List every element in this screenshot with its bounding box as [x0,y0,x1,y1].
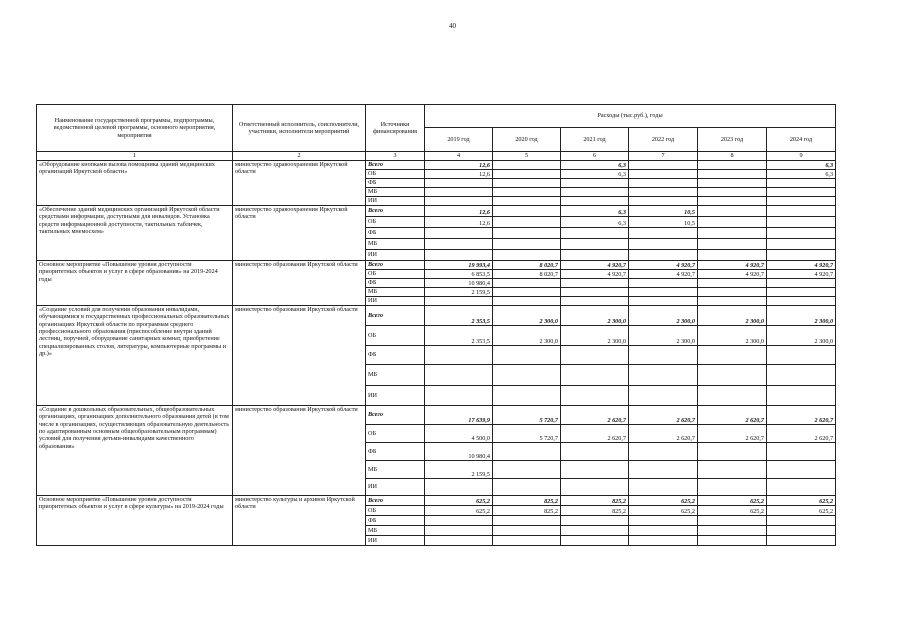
expense-cell [629,279,698,288]
expense-cell: 2 620,7 [629,425,698,443]
expense-cell [561,365,629,386]
expense-cell: 2 159,5 [425,288,493,297]
expense-cell [767,297,836,306]
expense-cell: 4 920,7 [767,270,836,279]
expense-cell [629,297,698,306]
header-executor: Ответственный исполнитель, соисполнители, участники, исполнители мероприятий [233,105,366,152]
funding-source: ФБ [366,279,425,288]
expense-cell [767,526,836,536]
expense-cell: 8 020,7 [493,270,561,279]
measure-name: «Создание в дошкольных образовательных, общеобразовательных организациях, организациях дополнительного образования детей (в том числе в организациях, осуществляющих образовательную деятельность по адаптированным основным общеобразовательным программам) условий для получения детьми-инвалидами качественного образования» [37,406,233,496]
expense-cell [698,179,767,188]
expense-cell [698,206,767,217]
expense-cell [493,179,561,188]
expense-cell: 8 020,7 [493,261,561,270]
expense-cell: 2 300,0 [561,306,629,326]
funding-source: Всего [366,496,425,506]
funding-source: ИИ [366,197,425,206]
expense-cell [561,197,629,206]
expense-cell: 2 300,0 [698,326,767,346]
expense-cell: 2 300,0 [767,306,836,326]
measure-executor: министерство здравоохранения Иркутской области [233,161,366,206]
expense-cell: 6,3 [561,170,629,179]
expense-cell: 12,6 [425,217,493,228]
expense-cell: 17 639,9 [425,406,493,425]
expense-cell [629,188,698,197]
expense-cell [561,250,629,261]
expense-cell [561,461,629,479]
expense-cell: 4 920,7 [629,270,698,279]
expense-cell [698,279,767,288]
funding-source: ИИ [366,536,425,546]
measure-name: Основное мероприятие «Повышение уровня доступности приоритетных объектов и услуг в сфере образования» на 2019-2024 годы [37,261,233,306]
measure-executor: министерство образования Иркутской области [233,306,366,406]
expense-cell [767,365,836,386]
expense-cell: 6,3 [561,206,629,217]
funding-source: Всего [366,161,425,170]
expense-cell [698,386,767,406]
expense-cell [698,288,767,297]
expense-cell [629,170,698,179]
measure-executor: министерство здравоохранения Иркутской области [233,206,366,261]
funding-source: Всего [366,306,425,326]
expense-cell: 625,2 [425,506,493,516]
expense-cell: 625,2 [767,496,836,506]
expense-cell [561,536,629,546]
expense-cell [425,188,493,197]
expense-cell [629,526,698,536]
expense-cell [698,346,767,365]
expense-cell: 4 920,7 [629,261,698,270]
expense-cell [493,479,561,496]
table-row [37,161,836,170]
expense-cell [425,479,493,496]
column-number: 4 [425,152,493,161]
expense-cell [493,161,561,170]
expense-cell [493,443,561,461]
expense-cell [493,279,561,288]
funding-source: ФБ [366,346,425,365]
header-name: Наименование государственной программы, подпрограммы, ведомственной целевой программы, основного мероприятия, мероприятия [37,105,233,152]
measure-executor: министерство образования Иркутской области [233,261,366,306]
measure-name: Основное мероприятие «Повышение уровня доступности приоритетных объектов и услуг в сфере культуры» на 2019-2024 годы [37,496,233,546]
expense-cell [698,170,767,179]
expense-cell [561,179,629,188]
funding-source: Всего [366,206,425,217]
expense-cell [561,386,629,406]
funding-source: ОБ [366,170,425,179]
column-number: 8 [698,152,767,161]
expense-cell [767,461,836,479]
expense-cell [698,217,767,228]
budget-table-body [37,161,836,546]
expense-cell [698,228,767,239]
header-year: 2023 год [698,128,767,152]
expense-cell [493,461,561,479]
expense-cell: 10,5 [629,217,698,228]
expense-cell [561,526,629,536]
expense-cell [767,386,836,406]
expense-cell [629,197,698,206]
expense-cell: 625,2 [698,496,767,506]
expense-cell: 6,3 [561,161,629,170]
expense-cell [629,346,698,365]
expense-cell [629,461,698,479]
expense-cell: 6,3 [561,217,629,228]
header-year: 2021 год [561,128,629,152]
expense-cell [493,188,561,197]
column-number: 9 [767,152,836,161]
expense-cell [561,516,629,526]
expense-cell [767,188,836,197]
expense-cell [493,297,561,306]
expense-cell: 12,6 [425,206,493,217]
expense-cell [561,479,629,496]
expense-cell: 825,2 [493,496,561,506]
expense-cell [767,279,836,288]
expense-cell: 825,2 [561,506,629,516]
measure-executor: министерство культуры и архивов Иркутской области [233,496,366,546]
expense-cell [425,386,493,406]
expense-cell: 4 920,7 [698,261,767,270]
expense-cell [767,479,836,496]
expense-cell: 5 720,7 [493,425,561,443]
table-row [37,306,836,326]
expense-cell: 2 620,7 [561,406,629,425]
expense-cell: 625,2 [629,506,698,516]
funding-source: ОБ [366,326,425,346]
header-year: 2020 год [493,128,561,152]
expense-cell: 4 500,0 [425,425,493,443]
expense-cell: 6 853,5 [425,270,493,279]
expense-cell [561,239,629,250]
expense-cell: 2 300,0 [698,306,767,326]
column-number: 2 [233,152,366,161]
column-number: 1 [37,152,233,161]
expense-cell: 2 300,0 [767,326,836,346]
expense-cell [425,526,493,536]
expense-cell [493,526,561,536]
expense-cell [629,365,698,386]
table-row [37,406,836,425]
expense-cell: 2 300,0 [629,306,698,326]
expense-cell [493,386,561,406]
expense-cell [629,179,698,188]
expense-cell [493,346,561,365]
expense-cell [629,516,698,526]
funding-source: ОБ [366,506,425,516]
expense-cell [425,228,493,239]
column-number: 7 [629,152,698,161]
expense-cell [767,288,836,297]
expense-cell: 2 353,5 [425,306,493,326]
header-expenses: Расходы (тыс.руб.), годы [425,105,836,128]
expense-cell: 2 300,0 [493,306,561,326]
expense-cell [493,206,561,217]
header-year: 2022 год [629,128,698,152]
expense-cell [561,228,629,239]
expense-cell [767,206,836,217]
expense-cell [493,516,561,526]
expense-cell [493,217,561,228]
expense-cell [629,250,698,261]
expense-cell: 4 920,7 [698,270,767,279]
expense-cell: 2 353,5 [425,326,493,346]
funding-source: ФБ [366,179,425,188]
expense-cell [767,516,836,526]
funding-source: МБ [366,365,425,386]
expense-cell [493,170,561,179]
expense-cell [425,536,493,546]
funding-source: МБ [366,239,425,250]
table-row [37,261,836,270]
expense-cell: 2 620,7 [698,406,767,425]
expense-cell: 625,2 [767,506,836,516]
expense-cell [629,228,698,239]
measure-name: «Обеспечение зданий медицинских организаций Иркутской области средствами информации, доступными для инвалидов. Установка средств информационной доступности, тактильных табличек, тактильных мнемосхем» [37,206,233,261]
expense-cell [698,479,767,496]
expense-cell [767,217,836,228]
funding-source: МБ [366,526,425,536]
column-number: 6 [561,152,629,161]
expense-cell: 2 620,7 [629,406,698,425]
expense-cell [629,288,698,297]
funding-source: ИИ [366,479,425,496]
table-row [37,496,836,506]
expense-cell [561,279,629,288]
header-year: 2024 год [767,128,836,152]
expense-cell [767,179,836,188]
expense-cell [561,297,629,306]
column-number: 5 [493,152,561,161]
header-source: Источники финансирования [366,105,425,152]
expense-cell: 2 620,7 [561,425,629,443]
expense-cell [698,461,767,479]
measure-name: «Создание условий для получения образования инвалидами, обучающимися в государственных профессиональных образовательных организациях Иркутской области по программам среднего профессионального образования (приспособление внутри зданий лестниц, поручней, оборудование санитарных комнат, приобретение специализированных столов, литературы, компьютерные программы и др.)» [37,306,233,406]
expense-cell: 825,2 [493,506,561,516]
expense-cell [629,239,698,250]
funding-source: ИИ [366,297,425,306]
budget-table [36,104,836,546]
expense-cell [698,188,767,197]
expense-cell [767,250,836,261]
expense-cell [561,443,629,461]
funding-source: ИИ [366,386,425,406]
expense-cell: 625,2 [698,506,767,516]
expense-cell [425,365,493,386]
expense-cell [493,536,561,546]
expense-cell [698,443,767,461]
expense-cell [698,365,767,386]
expense-cell [767,197,836,206]
funding-source: ОБ [366,217,425,228]
expense-cell [698,161,767,170]
funding-source: ФБ [366,516,425,526]
expense-cell [493,197,561,206]
expense-cell [425,197,493,206]
expense-cell: 2 620,7 [767,406,836,425]
expense-cell: 2 620,7 [767,425,836,443]
expense-cell [629,479,698,496]
funding-source: МБ [366,461,425,479]
expense-cell: 12,6 [425,161,493,170]
expense-cell: 4 920,7 [561,261,629,270]
table-row [37,206,836,217]
expense-cell [767,346,836,365]
expense-cell: 825,2 [561,496,629,506]
expense-cell [629,536,698,546]
expense-cell [698,516,767,526]
expense-cell [698,197,767,206]
expense-cell: 6,3 [767,161,836,170]
expense-cell: 10,5 [629,206,698,217]
expense-cell [561,288,629,297]
expense-cell [425,297,493,306]
expense-cell: 19 993,4 [425,261,493,270]
expense-cell: 5 720,7 [493,406,561,425]
funding-source: ОБ [366,425,425,443]
expense-cell [698,297,767,306]
funding-source: ИИ [366,250,425,261]
expense-cell [493,228,561,239]
expense-cell [493,239,561,250]
page-number: 40 [449,22,456,30]
expense-cell: 2 300,0 [629,326,698,346]
expense-cell [698,526,767,536]
expense-cell: 625,2 [629,496,698,506]
expense-cell: 10 980,4 [425,443,493,461]
expense-cell [767,239,836,250]
expense-cell [767,228,836,239]
expense-cell [698,536,767,546]
funding-source: Всего [366,406,425,425]
expense-cell [629,161,698,170]
expense-cell [767,443,836,461]
funding-source: МБ [366,288,425,297]
measure-name: «Оборудование кнопками вызова помощника зданий медицинских организаций Иркутской области» [37,161,233,206]
expense-cell [425,239,493,250]
expense-cell [561,188,629,197]
expense-cell [493,288,561,297]
measure-executor: министерство образования Иркутской области [233,406,366,496]
funding-source: Всего [366,261,425,270]
expense-cell: 2 620,7 [698,425,767,443]
expense-cell [425,179,493,188]
expense-cell [425,516,493,526]
expense-cell: 6,3 [767,170,836,179]
expense-cell: 4 920,7 [561,270,629,279]
expense-cell [698,250,767,261]
expense-cell [425,346,493,365]
expense-cell: 4 920,7 [767,261,836,270]
header-year: 2019 год [425,128,493,152]
expense-cell: 10 980,4 [425,279,493,288]
funding-source: ОБ [366,270,425,279]
expense-cell: 2 300,0 [493,326,561,346]
expense-cell [493,365,561,386]
expense-cell [561,346,629,365]
funding-source: МБ [366,188,425,197]
expense-cell [493,250,561,261]
expense-cell: 2 159,5 [425,461,493,479]
expense-cell: 625,2 [425,496,493,506]
column-number: 3 [366,152,425,161]
expense-cell: 12,6 [425,170,493,179]
expense-cell [629,443,698,461]
expense-cell: 2 300,0 [561,326,629,346]
expense-cell [425,250,493,261]
expense-cell [629,386,698,406]
funding-source: ФБ [366,228,425,239]
funding-source: ФБ [366,443,425,461]
expense-cell [698,239,767,250]
expense-cell [767,536,836,546]
